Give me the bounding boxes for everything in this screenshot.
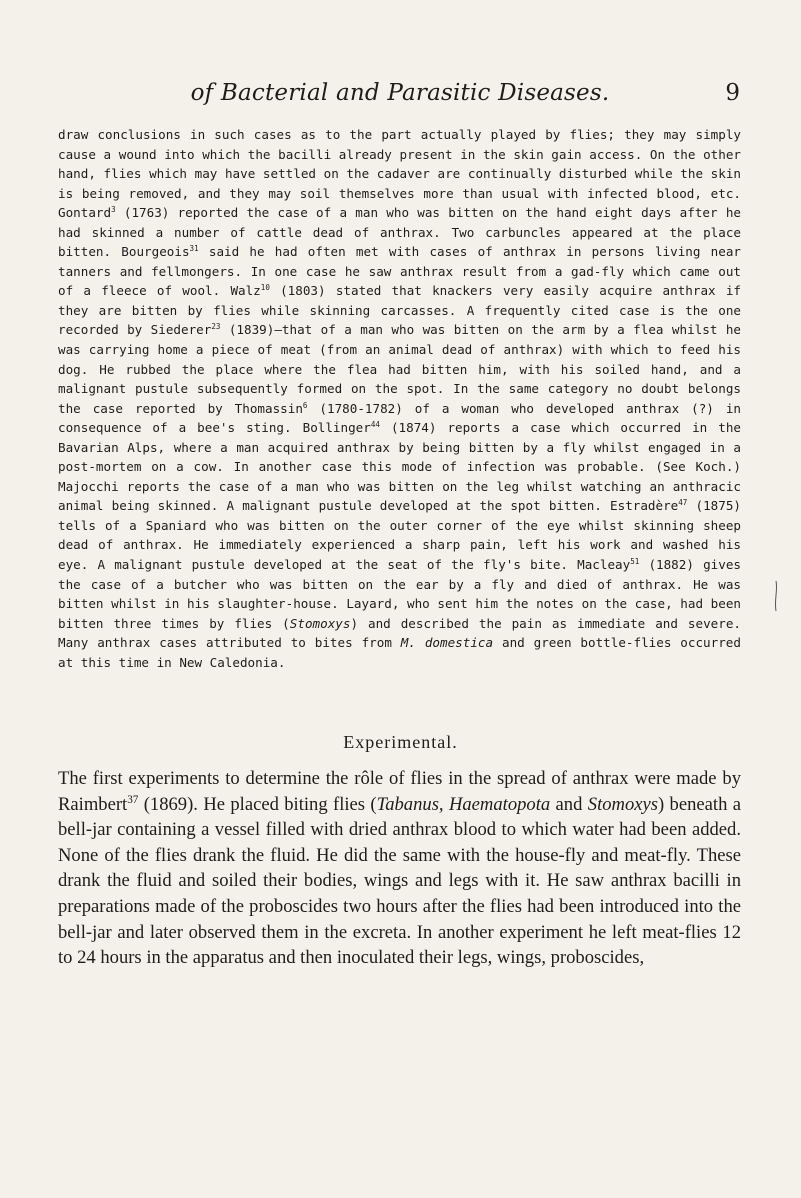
text-run: and green bottle-flies occurred at this time in New Caledonia. [58, 635, 741, 670]
footnote-ref: 31 [189, 244, 199, 254]
text-run: (1874) reports a case which occurred in the Bavarian Alps, where a man acquired anthrax by being bitten by a fly whilst engaged in a post-mortem on a cow. In another case this mode of infection was probable. (See Koch.) Majocchi reports the case of a man who was bitten on the leg whilst watching an anthracic animal being skinned. A malignant pustule developed at the spot bitten. Estradère [58, 420, 741, 514]
footnote-ref: 51 [630, 556, 640, 566]
italic-term: Stomoxys [289, 615, 351, 631]
footnote-ref: 44 [370, 420, 380, 430]
running-title: of Bacterial and Parasitic Diseases. [190, 80, 610, 106]
page-number: 9 [725, 80, 740, 106]
text-run: (1875) tells of a Spaniard who was bitten on the outer corner of the eye whilst skinning sheep dead of anthrax. He immediately experienced a sharp pain, left his work and washed his eye. A malignant pustule developed at the seat of the fly's bite. Macleay [58, 498, 741, 573]
text-run: (1882) gives the case of a butcher who was bitten on the ear by a fly and died of anthrax. He was bitten whilst in his slaughter-house. Layard, who sent him the notes on the case, had been bitten three times by flies ( [58, 557, 741, 631]
text-run: said he had often met with cases of anthrax in persons living near tanners and fellmongers. In one case he saw anthrax result from a gad-fly which came out of a fleece of wool. Walz [58, 244, 741, 299]
paragraph-experimental [58, 766, 741, 971]
text-run: (1763) reported the case of a man who was bitten on the hand eight days after he had skinned a number of cattle dead of anthrax. Two carbuncles appeared at the place bitten. Bourgeois [58, 205, 741, 260]
text-run: and [550, 793, 588, 815]
footnote-ref: 37 [127, 793, 139, 806]
text-run: (1803) stated that knackers very easily acquire anthrax if they are bitten by flies while skinning carcasses. A frequently cited case is the one recorded by Siederer [58, 283, 742, 338]
text-run: ) and described the pain as immediate and severe. Many anthrax cases attributed to bites from [58, 615, 741, 651]
running-head [60, 80, 740, 110]
italic-term: Tabanus, Haematopota [376, 793, 551, 815]
text-run: (1839)—that of a man who was bitten on the arm by a flea whilst he was carrying home a piece of meat (from an animal dead of anthrax) with which to feed his dog. He rubbed the place where the flea had bitten him, with his soiled hand, and a malignant pustule subsequently formed on the spot. In the same category no doubt belongs the case reported by Thomassin [58, 322, 741, 416]
text-run: (1869). He placed biting flies ( [138, 793, 377, 815]
margin-mark [773, 580, 779, 612]
text-run: ) beneath a bell-jar containing a vessel filled with dried anthrax blood to which water had been added. None of the flies drank the fluid. He did the same with the house-fly and meat-fly. These drank the fluid and soiled their bodies, wings and legs with it. He saw anthrax bacilli in preparations made of the proboscides two hours after the flies had been introduced into the bell-jar and later observed them in the excreta. In another experiment he left meat-flies 12 to 24 hours in the apparatus and then inoculated their legs, wings, proboscides, [58, 793, 741, 969]
footnote-ref: 6 [302, 400, 308, 410]
footnote-ref: 10 [260, 283, 270, 293]
text-run: draw conclusions in such cases as to the part actually played by flies; they may simply cause a wound into which the bacilli already present in the skin gain access. On the other hand, flies which may have settled on the cadaver are continually disturbed while the skin is being removed, and they may soil themselves more than usual with infected blood, etc. Gontard [58, 127, 741, 221]
footnote-ref: 47 [678, 498, 688, 508]
footnote-ref: 3 [111, 205, 116, 214]
italic-term: M. domestica [400, 635, 494, 651]
paragraph-anthrax-cases [58, 125, 741, 672]
footnote-ref: 23 [211, 322, 221, 332]
section-heading: Experimental. [343, 732, 458, 752]
italic-term: Stomoxys [587, 793, 658, 815]
text-run: The first experiments to determine the rôle of flies in the spread of anthrax were made by Raimbert [58, 768, 741, 815]
text-run: (1780-1782) of a woman who developed anthrax (?) in consequence of a bee's sting. Bollinger [58, 400, 741, 436]
